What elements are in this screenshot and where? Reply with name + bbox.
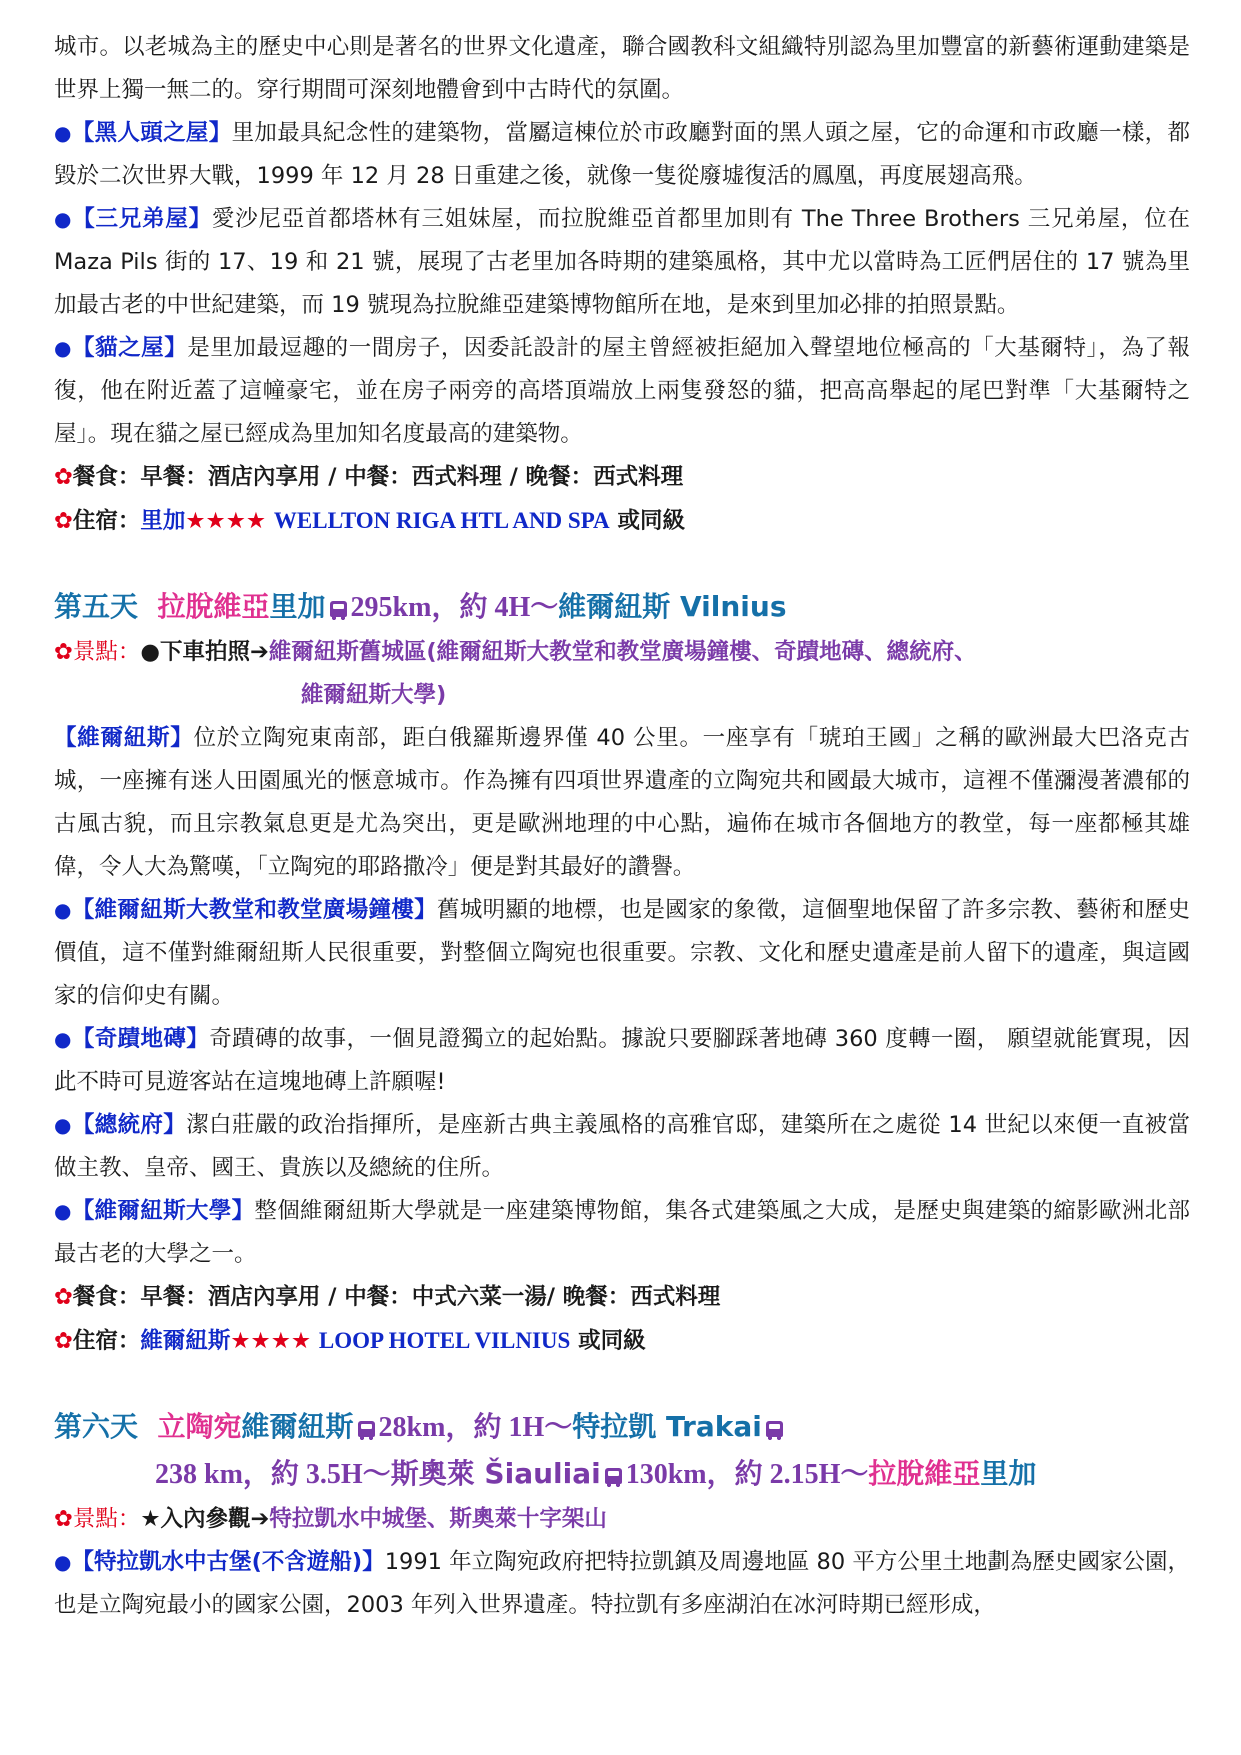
stop-name: 特拉凱 Trakai <box>572 1410 762 1443</box>
item-term: 【總統府】 <box>71 1112 187 1138</box>
blackheads-house-item <box>54 112 1190 198</box>
meals-row-day5 <box>54 1276 1190 1319</box>
flower-icon: ✿ <box>54 1284 73 1310</box>
item-text: 位於立陶宛東南部，距白俄羅斯邊界僅 40 公里。一座享有「琥珀王國」之稱的歐洲最大巴洛克古城，一座擁有迷人田園風光的愜意城市。作為擁有四項世界遺產的立陶宛共和國最大城市，這裡不僅瀰漫著濃郁的古風古貌，而且宗教氣息更是尤為突出，更是歐洲地理的中心點，遍佈在城市各個地方的教堂，每一座都極其雄偉，令人大為驚嘆，「立陶宛的耶路撒冷」便是對其最好的讚譽。 <box>54 725 1190 880</box>
bullet-icon: ● <box>54 898 72 922</box>
item-text: 奇蹟磚的故事，一個見證獨立的起始點。據說只要腳踩著地磚 360 度轉一圈， 願望就能實現，因此不時可見遊客站在這塊地磚上許願喔! <box>54 1026 1190 1095</box>
bullet-icon: ● <box>54 1550 72 1574</box>
riga-intro-paragraph: 城市。以老城為主的歷史中心則是著名的世界文化遺產，聯合國教科文組織特別認為里加豐富的新藝術運動建築是世界上獨一無二的。穿行期間可深刻地體會到中古時代的氛圍。 <box>54 34 1190 103</box>
bullet-icon: ● <box>54 121 72 145</box>
bus-icon <box>358 1421 375 1437</box>
day5-heading <box>54 584 1190 631</box>
miracle-tile-item <box>54 1018 1190 1104</box>
bus-icon <box>766 1421 783 1437</box>
itinerary-page <box>54 26 1190 1627</box>
vilnius-university-item <box>54 1190 1190 1276</box>
city-name: 里加 <box>980 1457 1037 1490</box>
day6-heading-cont <box>54 1451 1190 1498</box>
hotel-suffix: 或同級 <box>578 1328 646 1354</box>
bullet-icon: ● <box>54 1027 72 1051</box>
bus-icon <box>605 1468 622 1484</box>
meals-text: 餐食：早餐：酒店內享用 / 中餐：西式料理 / 晚餐：西式料理 <box>72 464 684 490</box>
bullet-icon: ● <box>54 1199 72 1223</box>
day-label: 第六天 <box>54 1410 139 1443</box>
flower-icon: ✿ <box>54 639 73 665</box>
sights-mark: ★入內參觀➔ <box>140 1506 270 1532</box>
presidential-palace-item <box>54 1104 1190 1190</box>
item-term: 【貓之屋】 <box>72 335 188 361</box>
item-text: 舊城明顯的地標，也是國家的象徵，這個聖地保留了許多宗教、藝術和歷史價值，這不僅對維爾紐斯人民很重要，對整個立陶宛也很重要。宗教、文化和歷史遺產是前人留下的遺產，與這國家的信仰史有關。 <box>54 897 1190 1009</box>
item-text: 1991 年立陶宛政府把特拉凱鎮及周邊地區 80 平方公里土地劃為歷史國家公園，也是立陶宛最小的國家公園，2003 年列入世界遺產。特拉凱有多座湖泊在冰河時期已經形成， <box>54 1549 1190 1618</box>
flower-icon: ✿ <box>54 1506 73 1532</box>
sights-label: 景點： <box>72 639 141 665</box>
distance-text: 295km，約 4H～ <box>350 592 559 623</box>
star-rating-icon: ★★★★ <box>185 508 267 534</box>
star-rating-icon: ★★★★ <box>230 1328 312 1354</box>
item-term: 【維爾紐斯】 <box>54 725 194 751</box>
flower-icon: ✿ <box>54 464 73 490</box>
sights-row-day5 <box>54 631 1190 674</box>
bus-icon <box>330 601 347 617</box>
item-term: 【三兄弟屋】 <box>72 206 212 232</box>
sights-list: 維爾紐斯舊城區(維爾紐斯大教堂和教堂廣場鐘樓、奇蹟地磚、總統府、 <box>268 639 977 665</box>
hotel-row-day5 <box>54 1319 1190 1363</box>
meals-text: 餐食：早餐：酒店內享用 / 中餐：中式六菜一湯/ 晚餐：西式料理 <box>72 1284 721 1310</box>
hotel-city: 里加 <box>140 508 186 534</box>
city-name: 維爾紐斯 <box>241 1410 354 1443</box>
sights-label: 景點： <box>72 1506 141 1532</box>
bullet-icon: ● <box>54 1113 72 1137</box>
item-text: 是里加最逗趣的一間房子，因委託設計的屋主曾經被拒絕加入聲望地位極高的「大基爾特」，為了報復，他在附近蓋了這幢豪宅，並在房子兩旁的高塔頂端放上兩隻發怒的貓，把高高舉起的尾巴對準「大基爾特之屋」。現在貓之屋已經成為里加知名度最高的建築物。 <box>54 335 1190 447</box>
trakai-castle-item <box>54 1541 1190 1627</box>
vilnius-intro-paragraph <box>54 717 1190 889</box>
item-term: 【維爾紐斯大教堂和教堂廣場鐘樓】 <box>71 897 438 923</box>
sights-row-day6 <box>54 1498 1190 1541</box>
item-text: 里加最具紀念性的建築物，當屬這棟位於市政廳對面的黑人頭之屋，它的命運和市政廳一樣，都毀於二次世界大戰，1999 年 12 月 28 日重建之後，就像一隻從廢墟復活的鳳凰，再度展翅高飛。 <box>54 120 1190 189</box>
three-brothers-item <box>54 198 1190 327</box>
vilnius-cathedral-item <box>54 889 1190 1018</box>
country-name: 立陶宛 <box>157 1410 242 1443</box>
item-text: 潔白莊嚴的政治指揮所，是座新古典主義風格的高雅官邸，建築所在之處從 14 世紀以來便一直被當做主教、皇帝、國王、貴族以及總統的住所。 <box>54 1112 1191 1181</box>
city-name: 里加 <box>269 590 326 623</box>
hotel-label: 住宿： <box>72 1328 141 1354</box>
distance-text: 130km，約 2.15H～ <box>625 1459 869 1490</box>
meals-row-day4 <box>54 456 1190 499</box>
country-name: 拉脫維亞 <box>157 590 270 623</box>
hotel-name: WELLTON RIGA HTL AND SPA <box>273 508 610 533</box>
day-label: 第五天 <box>54 590 139 623</box>
cat-house-item <box>54 327 1190 456</box>
destination-name: 維爾紐斯 Vilnius <box>558 590 787 623</box>
item-term: 【維爾紐斯大學】 <box>71 1198 255 1224</box>
sights-row-day5-cont: 維爾紐斯大學) <box>301 682 447 708</box>
bullet-icon: ● <box>54 207 73 231</box>
country-name: 拉脫維亞 <box>868 1457 981 1490</box>
hotel-label: 住宿： <box>72 508 141 534</box>
sights-mark: ●下車拍照➔ <box>140 639 269 665</box>
item-term: 【黑人頭之屋】 <box>71 120 232 146</box>
item-term: 【奇蹟地磚】 <box>71 1026 210 1052</box>
bullet-icon: ● <box>54 336 73 360</box>
stop-name: 斯奧萊 Šiauliai <box>390 1457 601 1490</box>
flower-icon: ✿ <box>54 508 73 534</box>
flower-icon: ✿ <box>54 1328 73 1354</box>
sights-list: 特拉凱水中城堡、斯奧萊十字架山 <box>269 1506 607 1532</box>
hotel-name: LOOP HOTEL VILNIUS <box>318 1328 571 1353</box>
item-text: 愛沙尼亞首都塔林有三姐妹屋，而拉脫維亞首都里加則有 The Three Brothers 三兄弟屋，位在 Maza Pils 街的 17、19 和 21 號，展現了古老里加各時期的建築風格，其中尤以當時為工匠們居住的 17 號為里加最古老的中世紀建築，而 19 號現為拉脫維亞建築博物館所在地，是來到里加必排的拍照景點。 <box>54 206 1190 318</box>
hotel-city: 維爾紐斯 <box>140 1328 231 1354</box>
distance-text: 28km，約 1H～ <box>378 1412 573 1443</box>
day6-heading <box>54 1404 1190 1451</box>
item-text: 整個維爾紐斯大學就是一座建築博物館，集各式建築風之大成，是歷史與建築的縮影歐洲北部最古老的大學之一。 <box>54 1198 1190 1267</box>
hotel-row-day4 <box>54 499 1190 543</box>
distance-text: 238 km，約 3.5H～ <box>155 1459 391 1490</box>
hotel-suffix: 或同級 <box>617 508 686 534</box>
item-term: 【特拉凱水中古堡(不含遊船)】 <box>71 1549 385 1575</box>
